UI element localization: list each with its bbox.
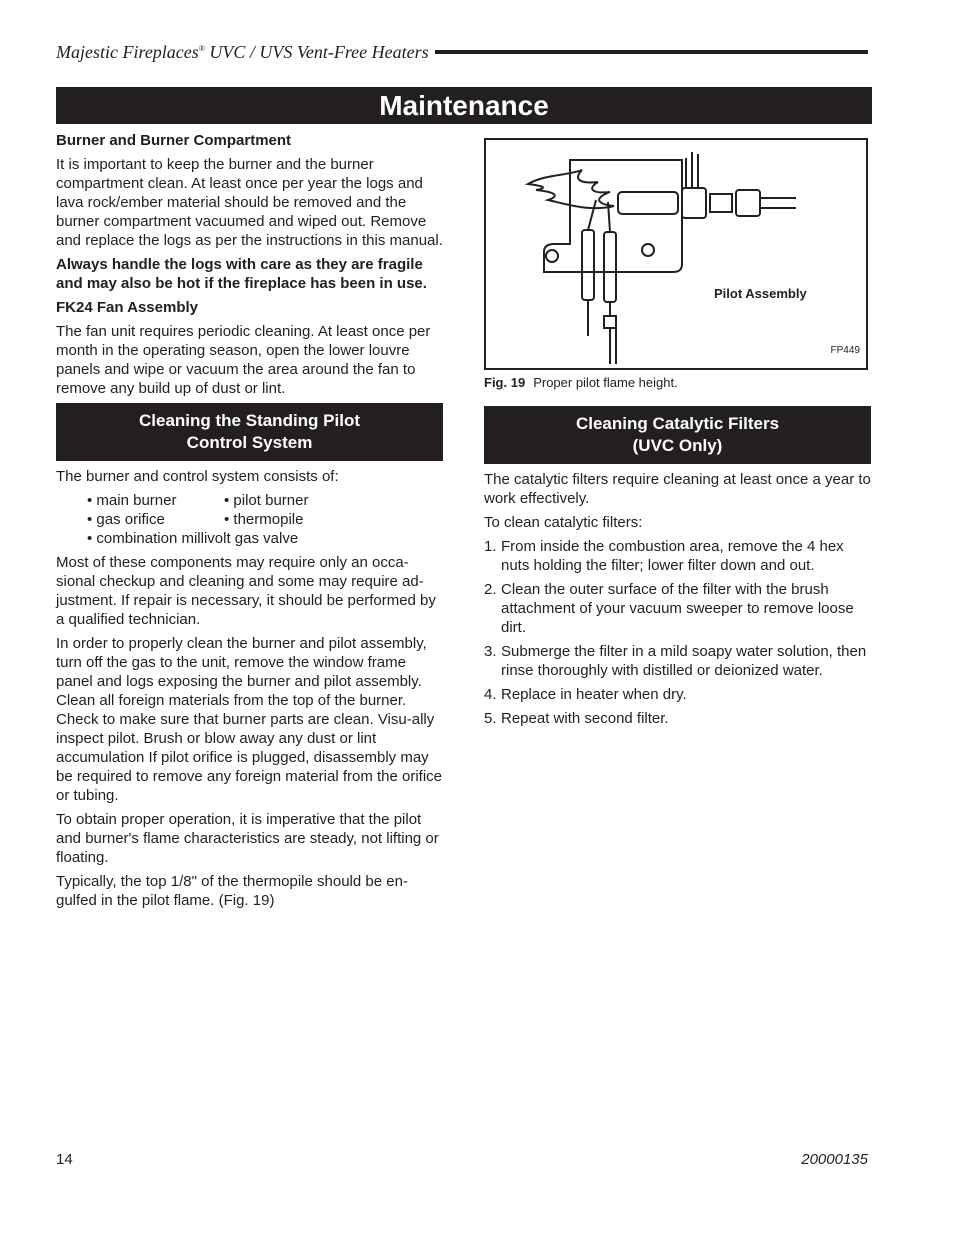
fan-paragraph: The fan unit requires periodic cleaning. At least once per month in the operating season, open the lower louvre panels and wipe or vacuum the area around the fan to remove any build up of dust or lint. [56,323,431,397]
right-column [484,138,871,733]
page-header [56,38,868,62]
filter-steps [484,537,871,728]
pilot-assembly-figure [484,138,868,370]
pilot-assembly-illustration [486,140,866,368]
pilot-paragraph-3: In order to properly clean the burner and pilot assembly, turn off the gas to the unit, remove the window frame panel and logs exposing the burner and pilot assembly. Clean all foreign materials from the top of the burner. Check to make sure that burner parts are clean. Visu-ally inspect pilot. Brush or blow away any dust or lint accumulation If pilot orifice is plugged, disassembly may be required to remove any foreign material from the orifice or tubing. [56,635,443,804]
list-item: 1. From inside the combustion area, remove the 4 hex nuts holding the filter; lower filter down and out. [484,538,844,574]
figure-label: Pilot Assembly [714,286,807,301]
list-item: 4. Replace in heater when dry. [484,686,687,703]
burner-heading: Burner and Burner Compartment [56,132,292,149]
pilot-section-banner: Cleaning the Standing Pilot Control System [56,403,443,461]
filters-paragraph-1: The catalytic filters require cleaning at least once a year to work effectively. [484,471,871,507]
fan-heading: FK24 Fan Assembly [56,299,198,316]
figure-caption: Fig. 19 Proper pilot flame height. [484,375,678,390]
pilot-paragraph-2: Most of these components may require only an occa-sional checkup and cleaning and some may require ad-justment. If repair is necessary, it should be performed by a qualified technician. [56,554,436,628]
list-item: • gas orifice [87,511,165,528]
list-item: 2. Clean the outer surface of the filter with the brush attachment of your vacuum sweeper to remove loose dirt. [484,581,854,636]
list-item: 3. Submerge the filter in a mild soapy water solution, then rinse thoroughly with distilled or deionized water. [484,643,867,679]
page-number: 14 [56,1151,73,1168]
pilot-intro: The burner and control system consists of: [56,468,339,485]
figure-code: FP449 [830,345,860,356]
header-rule [435,50,868,54]
list-item: • main burner [87,492,177,509]
document-number: 20000135 [801,1151,868,1168]
list-item: • thermopile [224,511,304,528]
left-column [56,128,443,915]
list-item: • combination millivolt gas valve [87,530,299,547]
page-title: Maintenance [56,87,872,124]
burner-paragraph: It is important to keep the burner and the burner compartment clean. At least once per year the logs and lava rock/ember material should be removed and the burner compartment vacuumed and wiped out. Remove and replace the logs as per the instructions in this manual. [56,156,443,249]
burner-warning: Always handle the logs with care as they are fragile and may also be hot if the fireplace has been in use. [56,256,427,292]
list-item: 5. Repeat with second filter. [484,710,669,727]
component-list [56,491,443,548]
header-title: Majestic Fireplaces® UVC / UVS Vent-Free Heaters [56,41,429,62]
filters-paragraph-2: To clean catalytic filters: [484,514,643,531]
pilot-paragraph-5: Typically, the top 1/8" of the thermopile should be en-gulfed in the pilot flame. (Fig. 19) [56,873,408,909]
pilot-paragraph-4: To obtain proper operation, it is imperative that the pilot and burner's flame characteristics are steady, not lifting or floating. [56,811,439,866]
list-item: • pilot burner [224,492,309,509]
filters-section-banner: Cleaning Catalytic Filters (UVC Only) [484,406,871,464]
